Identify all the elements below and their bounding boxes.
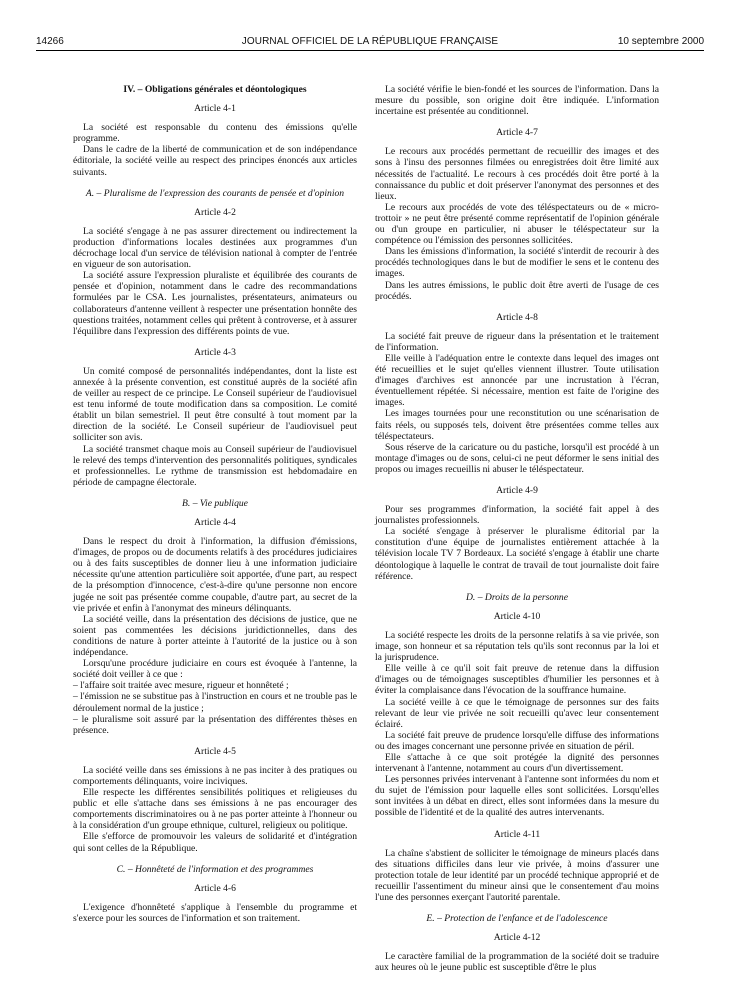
paragraph: Elle respecte les différentes sensibilités politiques et religieuses du public et elle s'attache dans ses émissions à ne pas encourager des comportements discriminatoires ou à ne pas porter atteinte à l'honneur ou à la considération d'un groupe ethnique, culturel, religieux ou politique. <box>73 787 357 832</box>
paragraph: Le caractère familial de la programmation de la société doit se traduire aux heures où le jeune public est susceptible d'être le plus <box>375 951 659 974</box>
paragraph: Elle s'attache à ce que soit protégée la dignité des personnes intervenant à l'antenne, notamment au cours d'un divertissement. <box>375 751 659 775</box>
paragraph: La chaîne s'abstient de solliciter le témoignage de mineurs placés dans des situations difficiles dans leur vie privée, à moins d'assurer une protection totale de leur identité par un procédé technique approprié et de recueillir l'assentiment du mineur ainsi que le consentement d'au moins l'une des personnes exerçant l'autorité parentale. <box>375 847 659 903</box>
paragraph: Le recours aux procédés permettant de recueillir des images et des sons à l'insu des personnes filmées ou enregistrées doit être limité aux nécessités de l'actualité. Le recours à ces procédés doit être porté à la connaissance du public et doit préserver l'anonymat des personnes et des lieux. <box>375 146 659 202</box>
article-title: Article 4-12 <box>493 932 541 944</box>
paragraph: La société est responsable du contenu des émissions qu'elle programme. <box>73 122 357 145</box>
article-title: Article 4-10 <box>493 610 541 622</box>
article-title: Article 4-4 <box>194 517 236 528</box>
paragraph: La société veille à ce que le témoignage de personnes sur des faits relevant de leur vie privée ne soit recueilli qu'avec leur consentement éclairé. <box>375 696 659 730</box>
subsection-heading: D. – Droits de la personne <box>466 591 568 603</box>
article-title: Article 4-6 <box>194 882 236 894</box>
article-title: Article 4-2 <box>194 206 236 218</box>
left-column <box>73 84 357 924</box>
paragraph: La société vérifie le bien-fondé et les sources de l'information. Dans la mesure du possible, son origine doit être indiquée. L'information incertaine est présentée au conditionnel. <box>375 84 659 118</box>
list-item: – l'émission ne se substitue pas à l'instruction en cours et ne trouble pas le déroulement normal de la justice ; <box>73 691 357 714</box>
paragraph: La société respecte les droits de la personne relatifs à sa vie privée, son image, son honneur et sa réputation tels qu'ils sont reconnus par la loi et la jurisprudence. <box>375 629 659 664</box>
paragraph: Dans les autres émissions, le public doit être averti de l'usage de ces procédés. <box>375 279 659 302</box>
article-title: Article 4-9 <box>496 485 538 496</box>
article-title: Article 4-11 <box>493 828 541 840</box>
paragraph: La société fait preuve de rigueur dans la présentation et le traitement de l'information. <box>375 330 659 353</box>
article-title: Article 4-3 <box>194 346 236 358</box>
paragraph: Lorsqu'une procédure judiciaire en cours est évoquée à l'antenne, la société doit veiller à ce que : <box>73 658 357 681</box>
paragraph: La société assure l'expression pluraliste et équilibrée des courants de pensée et d'opinion, notamment dans le cadre des recommandations formulées par le CSA. Les journalistes, présentateurs, animateurs ou collaborateurs d'antenne veillent à respecter une présentation honnête des questions traitées, notamment celles qui prêtent à controverse, et à assurer l'équilibre dans l'expression des différents points de vue. <box>73 270 357 337</box>
right-column <box>375 84 659 973</box>
paragraph: Dans le respect du droit à l'information, la diffusion d'émissions, d'images, de propos ou de documents relatifs à des procédures judiciaires ou à des faits susceptibles de donner lieu à une information judiciaire nécessite qu'une attention particulière soit apportée, d'une part, au respect de la présomption d'innocence, c'est-à-dire qu'une personne non encore jugée ne soit pas présentée comme coupable, d'autre part, au secret de la vie privée et enfin à l'anonymat des mineurs délinquants. <box>73 536 357 614</box>
subsection-heading: A. – Pluralisme de l'expression des courants de pensée et d'opinion <box>85 187 345 199</box>
paragraph: L'exigence d'honnêteté s'applique à l'ensemble du programme et s'exerce pour les sources de l'information et son traitement. <box>73 901 357 924</box>
paragraph: La société veille dans ses émissions à ne pas inciter à des pratiques ou comportements délinquants, voire inciviques. <box>73 764 357 787</box>
list-item: – le pluralisme soit assuré par la présentation des différentes thèses en présence. <box>73 713 357 736</box>
subsection-heading: E. – Protection de l'enfance et de l'adolescence <box>426 913 608 925</box>
paragraph: Dans les émissions d'information, la société s'interdit de recourir à des procédés technologiques dans le but de modifier le sens et le contenu des images. <box>375 246 659 280</box>
paragraph: Elle s'efforce de promouvoir les valeurs de solidarité et d'intégration qui sont celles de la République. <box>73 831 357 854</box>
list-item: – l'affaire soit traitée avec mesure, rigueur et honnêteté ; <box>73 680 289 692</box>
subsection-heading: B. – Vie publique <box>182 497 248 509</box>
section-heading: IV. – Obligations générales et déontologiques <box>123 84 307 95</box>
article-title: Article 4-8 <box>496 311 538 323</box>
paragraph: Dans le cadre de la liberté de communication et de son indépendance éditoriale, la société veille au respect des principes énoncés aux articles suivants. <box>73 144 357 178</box>
article-title: Article 4-5 <box>194 745 236 757</box>
page-number: 14266 <box>36 36 64 47</box>
paragraph: Un comité composé de personnalités indépendantes, dont la liste est annexée à la présente convention, est constitué auprès de la société afin de veiller au respect de ce principe. Le Conseil supérieur de l'audiovisuel est tenu informé de toute modification dans sa composition. Le comité établit un bilan semestriel. Il peut être consulté à tout moment par la direction de la société. Le Conseil supérieur de l'audiovisuel peut solliciter son avis. <box>73 365 357 444</box>
article-title: Article 4-7 <box>496 127 538 139</box>
paragraph: La société veille, dans la présentation des décisions de justice, que ne soient pas commentées les décisions juridictionnelles, dans des conditions de nature à porter atteinte à l'autorité de la justice ou à son indépendance. <box>73 613 357 659</box>
paragraph: Elle veille à ce qu'il soit fait preuve de retenue dans la diffusion d'images ou de témoignages susceptibles d'humilier les personnes et à éviter la complaisance dans l'évocation de la souffrance humaine. <box>375 663 659 697</box>
paragraph: Elle veille à l'adéquation entre le contexte dans lequel des images ont été recueillies et le sujet qu'elles viennent illustrer. Toute utilisation d'images d'archives est annoncée par une incrustation à l'écran, éventuellement répétée. Si nécessaire, mention est faite de l'origine des images. <box>375 352 659 409</box>
paragraph: La société transmet chaque mois au Conseil supérieur de l'audiovisuel le relevé des temps d'intervention des personnalités politiques, syndicales et professionnelles. Le rythme de transmission est hebdomadaire en période de campagne électorale. <box>73 443 357 488</box>
page-header <box>36 36 704 51</box>
journal-title: JOURNAL OFFICIEL DE LA RÉPUBLIQUE FRANÇAISE <box>241 36 499 47</box>
paragraph: Les images tournées pour une reconstitution ou une scénarisation de faits réels, ou supposés tels, doivent être présentées comme telles aux téléspectateurs. <box>375 408 659 442</box>
subsection-heading: C. – Honnêteté de l'information et des programmes <box>116 863 314 875</box>
paragraph: La société s'engage à ne pas assurer directement ou indirectement la production d'informations locales destinées aux programmes d'un décrochage local d'un service de télévision national à compter de l'entrée en vigueur de son autorisation. <box>73 225 357 271</box>
paragraph: Sous réserve de la caricature ou du pastiche, lorsqu'il est procédé à un montage d'images ou de sons, celui-ci ne peut déformer le sens initial des propos ou images recueillis ni abuser le téléspectateur. <box>375 441 659 475</box>
paragraph: Pour ses programmes d'information, la société fait appel à des journalistes professionnels. <box>375 504 659 527</box>
paragraph: Les personnes privées intervenant à l'antenne sont informées du nom et du sujet de l'émission pour laquelle elles sont sollicitées. Lorsqu'elles sont invitées à un débat en direct, elles sont informées dans la mesure du possible de l'identité et de la qualité des autres intervenants. <box>375 774 659 819</box>
issue-date: 10 septembre 2000 <box>617 36 704 47</box>
paragraph: La société s'engage à préserver le pluralisme éditorial par la constitution d'une équipe de journalistes entièrement attachée à la télévision locale TV 7 Bordeaux. La société s'engage à établir une charte déontologique à laquelle le contrat de travail de tout journaliste doit faire référence. <box>375 526 659 582</box>
article-title: Article 4-1 <box>194 103 236 115</box>
paragraph: La société fait preuve de prudence lorsqu'elle diffuse des informations ou des images concernant une personne privée en situation de péril. <box>375 729 659 752</box>
paragraph: Le recours aux procédés de vote des téléspectateurs ou de « micro-trottoir » ne peut être présenté comme représentatif de l'opinion générale ou d'un groupe en particulier, ni abuser le téléspectateur sur la compétence ou l'émission des personnes sollicitées. <box>375 201 659 247</box>
